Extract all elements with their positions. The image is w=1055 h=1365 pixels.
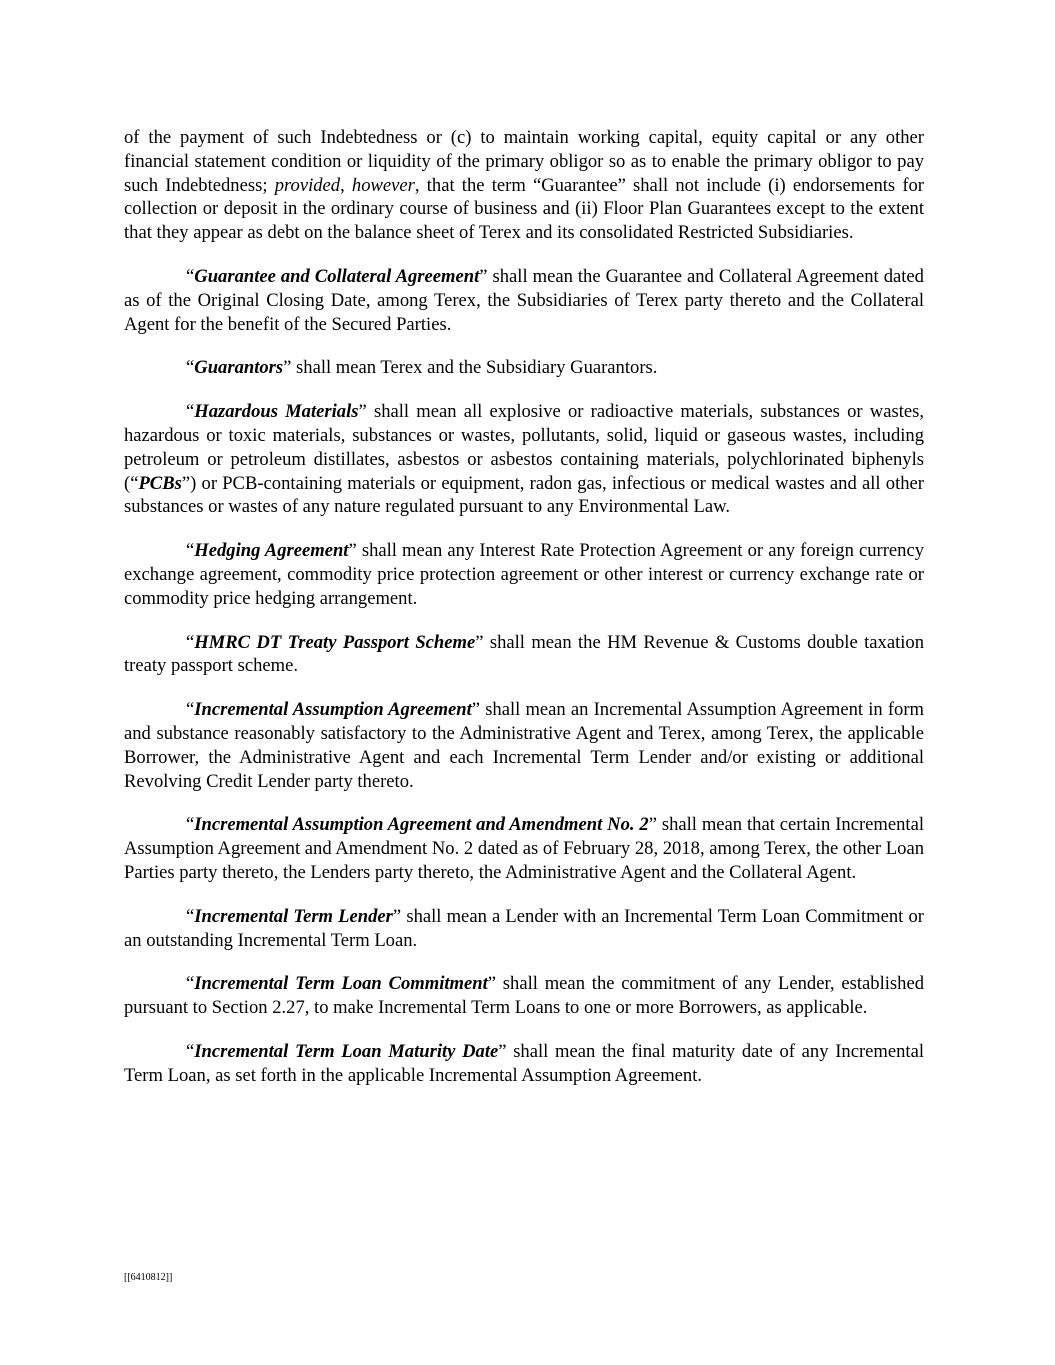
paragraph-text: “ — [186, 699, 195, 721]
paragraph-text: “ — [186, 265, 195, 287]
defined-term: Guarantee and Collateral Agreement — [194, 265, 480, 287]
defined-term: Incremental Assumption Agreement and Amendment No. 2 — [194, 814, 649, 836]
paragraph — [124, 265, 924, 336]
italic-text: however — [351, 174, 415, 196]
paragraph-text: ” shall mean the commitment of any Lender, established pursuant to Section 2.27, to make Incremental Term Loans to one or more Borrowers, as applicable. — [124, 973, 924, 1019]
defined-term: HMRC DT Treaty Passport Scheme — [194, 631, 476, 653]
paragraph — [124, 126, 924, 245]
defined-term: Incremental Assumption Agreement — [194, 699, 472, 721]
paragraph-text: ” shall mean Terex and the Subsidiary Guarantors. — [283, 357, 658, 379]
paragraph — [124, 698, 924, 793]
paragraph-text: ” shall mean that certain Incremental Assumption Agreement and Amendment No. 2 dated as of February 28, 2018, among Terex, the other Loan Parties party thereto, the Lenders party thereto, the Administrative Agent and the Collateral Agent. — [124, 814, 925, 883]
paragraph-text: ” shall mean the Guarantee and Collateral Agreement dated as of the Original Closing Date, among Terex, the Subsidiaries of Terex party thereto and the Collateral Agent for the benefit of the Secured Parties. — [124, 265, 924, 335]
paragraph-text: ”) or PCB-containing materials or equipment, radon gas, infectious or medical wastes and all other substances or wastes of any nature regulated pursuant to any Environmental Law. — [124, 472, 924, 518]
defined-term: Guarantors — [194, 357, 284, 379]
paragraph-text: ” shall mean any Interest Rate Protection Agreement or any foreign currency exchange agreement, commodity price protection agreement or other interest or currency exchange rate or commodity price hedging arrangement. — [124, 540, 925, 609]
document-body — [124, 126, 924, 1108]
paragraph — [124, 813, 924, 884]
defined-term: Incremental Term Lender — [194, 905, 393, 927]
paragraph — [124, 631, 924, 679]
paragraph-text: ” shall mean an Incremental Assumption Agreement in form and substance reasonably satisfactory to the Administrative Agent and Terex, among Terex, the applicable Borrower, the Administrative Agent and each Incremental Term Lender and/or existing or additional Revolving Credit Lender party thereto. — [124, 699, 924, 792]
defined-term: Hazardous Materials — [194, 401, 359, 423]
paragraph-text: “ — [186, 401, 195, 423]
paragraph — [124, 905, 924, 953]
paragraph-text: ” shall mean the HM Revenue & Customs double taxation treaty passport scheme. — [124, 631, 924, 677]
paragraph — [124, 356, 924, 380]
defined-term: Hedging Agreement — [194, 540, 349, 562]
paragraph-text: of the payment of such Indebtedness or (c) to maintain working capital, equity capital or any other financial statement condition or liquidity of the primary obligor so as to enable the primary obligor to pay such Indebtedness; — [124, 127, 924, 196]
defined-term: Incremental Term Loan Commitment — [194, 973, 488, 995]
paragraph-text: ” shall mean all explosive or radioactive materials, substances or wastes, hazardous or toxic materials, substances or wastes, pollutants, solid, liquid or gaseous wastes, including petroleum or petroleum distillates, asbestos or asbestos containing materials, polychlorinated biphenyls (“ — [124, 401, 924, 494]
paragraph — [124, 539, 924, 610]
paragraph-text: “ — [186, 540, 195, 562]
paragraph-text: , — [340, 174, 352, 196]
paragraph-text: ” shall mean the final maturity date of any Incremental Term Loan, as set forth in the applicable Incremental Assumption Agreement. — [124, 1040, 924, 1086]
paragraph-text: “ — [186, 905, 195, 927]
paragraph-text: , that the term “Guarantee” shall not include (i) endorsements for collection or deposit in the ordinary course of business and (ii) Floor Plan Guarantees except to the extent that they appear as debt on the balance sheet of Terex and its consolidated Restricted Subsidiaries. — [124, 174, 924, 244]
paragraph — [124, 1040, 924, 1088]
paragraph-text: “ — [186, 631, 195, 653]
paragraph-text: “ — [186, 973, 195, 995]
italic-text: provided — [274, 174, 341, 196]
defined-term: PCBs — [138, 472, 182, 494]
paragraph-text: “ — [186, 1040, 195, 1062]
paragraph — [124, 400, 924, 519]
paragraph — [124, 972, 924, 1020]
defined-term: Incremental Term Loan Maturity Date — [194, 1040, 499, 1062]
paragraph-text: “ — [186, 357, 195, 379]
paragraph-text: ” shall mean a Lender with an Incremental Term Loan Commitment or an outstanding Incremental Term Loan. — [124, 905, 924, 951]
paragraph-text: “ — [186, 814, 195, 836]
document-id-footer: [[6410812]] — [124, 1272, 173, 1283]
